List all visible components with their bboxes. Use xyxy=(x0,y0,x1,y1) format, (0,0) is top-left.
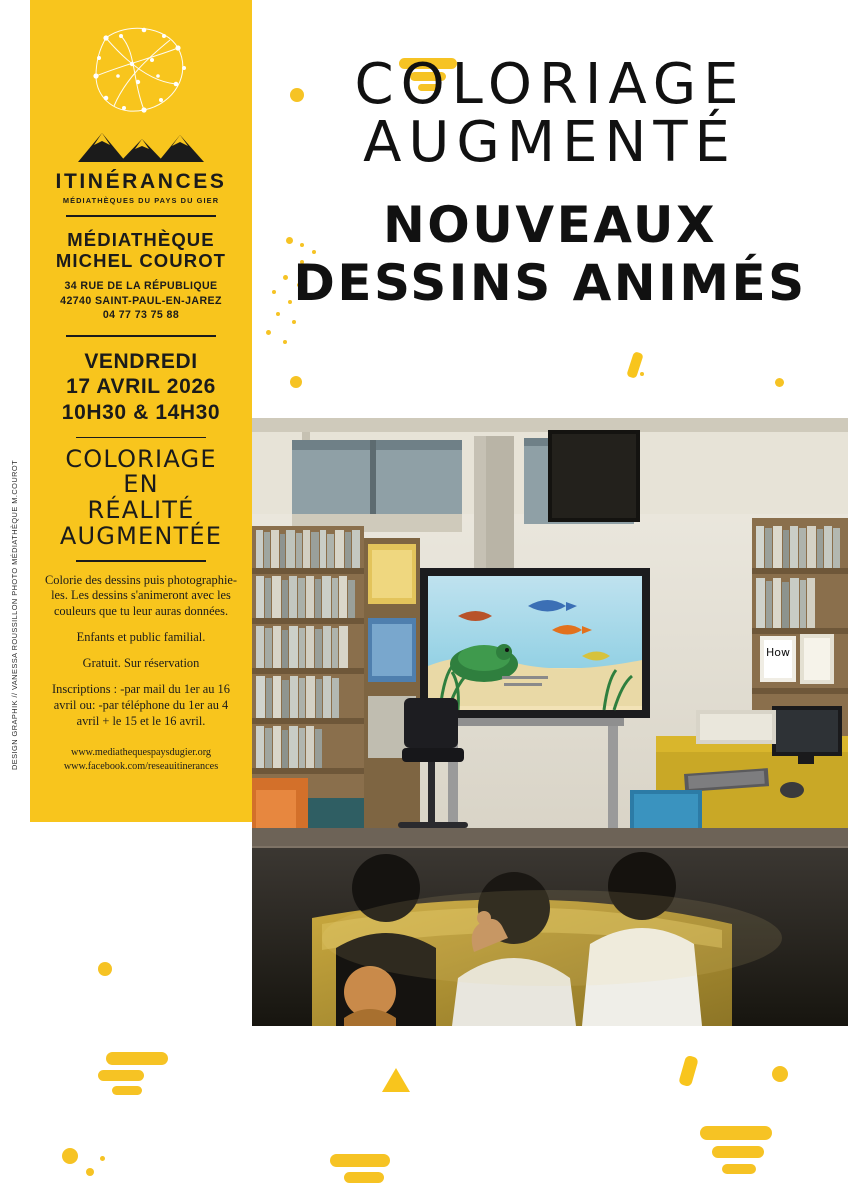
decor-dot xyxy=(62,1148,78,1164)
venue-name xyxy=(30,229,252,273)
event-day: VENDREDI xyxy=(84,349,198,373)
subject-line1: COLORIAGE xyxy=(65,444,217,473)
subject-line3: RÉALITÉ xyxy=(87,496,195,525)
decor-dot xyxy=(266,330,271,335)
mountains-icon xyxy=(30,129,252,168)
divider xyxy=(76,437,206,438)
subject-line2: EN xyxy=(123,470,159,499)
decor-triangle xyxy=(382,1068,410,1092)
venue-phone: 04 77 73 75 88 xyxy=(102,309,180,322)
divider xyxy=(66,215,216,217)
address-line1: 34 RUE DE LA RÉPUBLIQUE xyxy=(64,280,218,293)
venue-name-line2: MICHEL COUROT xyxy=(55,250,227,272)
description-p3: Gratuit. Sur réservation xyxy=(82,656,200,671)
brand-tagline: MÉDIATHÈQUES DU PAYS DU GIER xyxy=(62,196,220,205)
headline-line3: NOUVEAUX xyxy=(382,196,718,255)
headline-line1: COLORIAGE xyxy=(354,52,746,117)
divider xyxy=(66,335,216,337)
decor-bar xyxy=(700,1126,772,1140)
decor-dot xyxy=(640,372,644,376)
event-date xyxy=(30,349,252,426)
links-block xyxy=(38,746,244,776)
headline-line2: AUGMENTÉ xyxy=(363,109,737,175)
decor-bar xyxy=(722,1164,756,1174)
decor-bar xyxy=(344,1172,384,1183)
description-p1: Colorie des dessins puis photographie-les. Les dessins s'animeront avec les couleurs que tu leur auras données. xyxy=(44,572,238,619)
subject-line4: AUGMENTÉE xyxy=(59,521,223,550)
decor-dot xyxy=(775,378,784,387)
brand-name: ITINÉRANCES xyxy=(55,170,227,193)
decor-dot xyxy=(276,312,280,316)
decor-dot xyxy=(86,1168,94,1176)
decor-dot xyxy=(292,320,296,324)
credit-text: DESIGN GRAPHIK // VANESSA ROUSSILLON PHOTO MÉDIATHÈQUE M.COUROT xyxy=(10,459,19,770)
venue-address xyxy=(30,279,252,323)
event-photo xyxy=(252,418,848,1026)
headline-block xyxy=(252,52,848,313)
event-times: 10H30 & 14H30 xyxy=(61,400,221,424)
website-link[interactable]: www.mediathequespaysdugier.org xyxy=(70,746,212,758)
decor-bar xyxy=(330,1154,390,1167)
headline-line4: DESSINS ANIMÉS xyxy=(293,254,807,313)
network-graph-icon xyxy=(66,18,216,123)
info-panel xyxy=(30,0,252,822)
description-block xyxy=(44,573,238,730)
decor-bar xyxy=(106,1052,168,1065)
decor-dot xyxy=(98,962,112,976)
svg-text:How: How xyxy=(766,646,790,659)
event-date-value: 17 AVRIL 2026 xyxy=(66,375,216,399)
description-p4: Inscriptions : -par mail du 1er au 16 avril ou: -par téléphone du 1er au 4 avril + le 15 et le 16 avril. xyxy=(52,681,230,728)
decor-comma xyxy=(678,1055,699,1087)
venue-name-line1: MÉDIATHÈQUE xyxy=(67,228,215,250)
decor-bar xyxy=(98,1070,144,1081)
divider xyxy=(76,560,206,561)
decor-dot xyxy=(290,376,302,388)
decor-dot xyxy=(100,1156,105,1161)
address-line2: 42740 SAINT-PAUL-EN-JAREZ xyxy=(60,294,222,307)
decor-bar xyxy=(712,1146,764,1158)
decor-bar xyxy=(112,1086,142,1095)
description-p2: Enfants et public familial. xyxy=(76,630,206,645)
event-subject xyxy=(30,444,252,550)
decor-dot xyxy=(283,340,287,344)
facebook-link[interactable]: www.facebook.com/reseauitinerances xyxy=(63,761,219,773)
decor-dot xyxy=(772,1066,788,1082)
